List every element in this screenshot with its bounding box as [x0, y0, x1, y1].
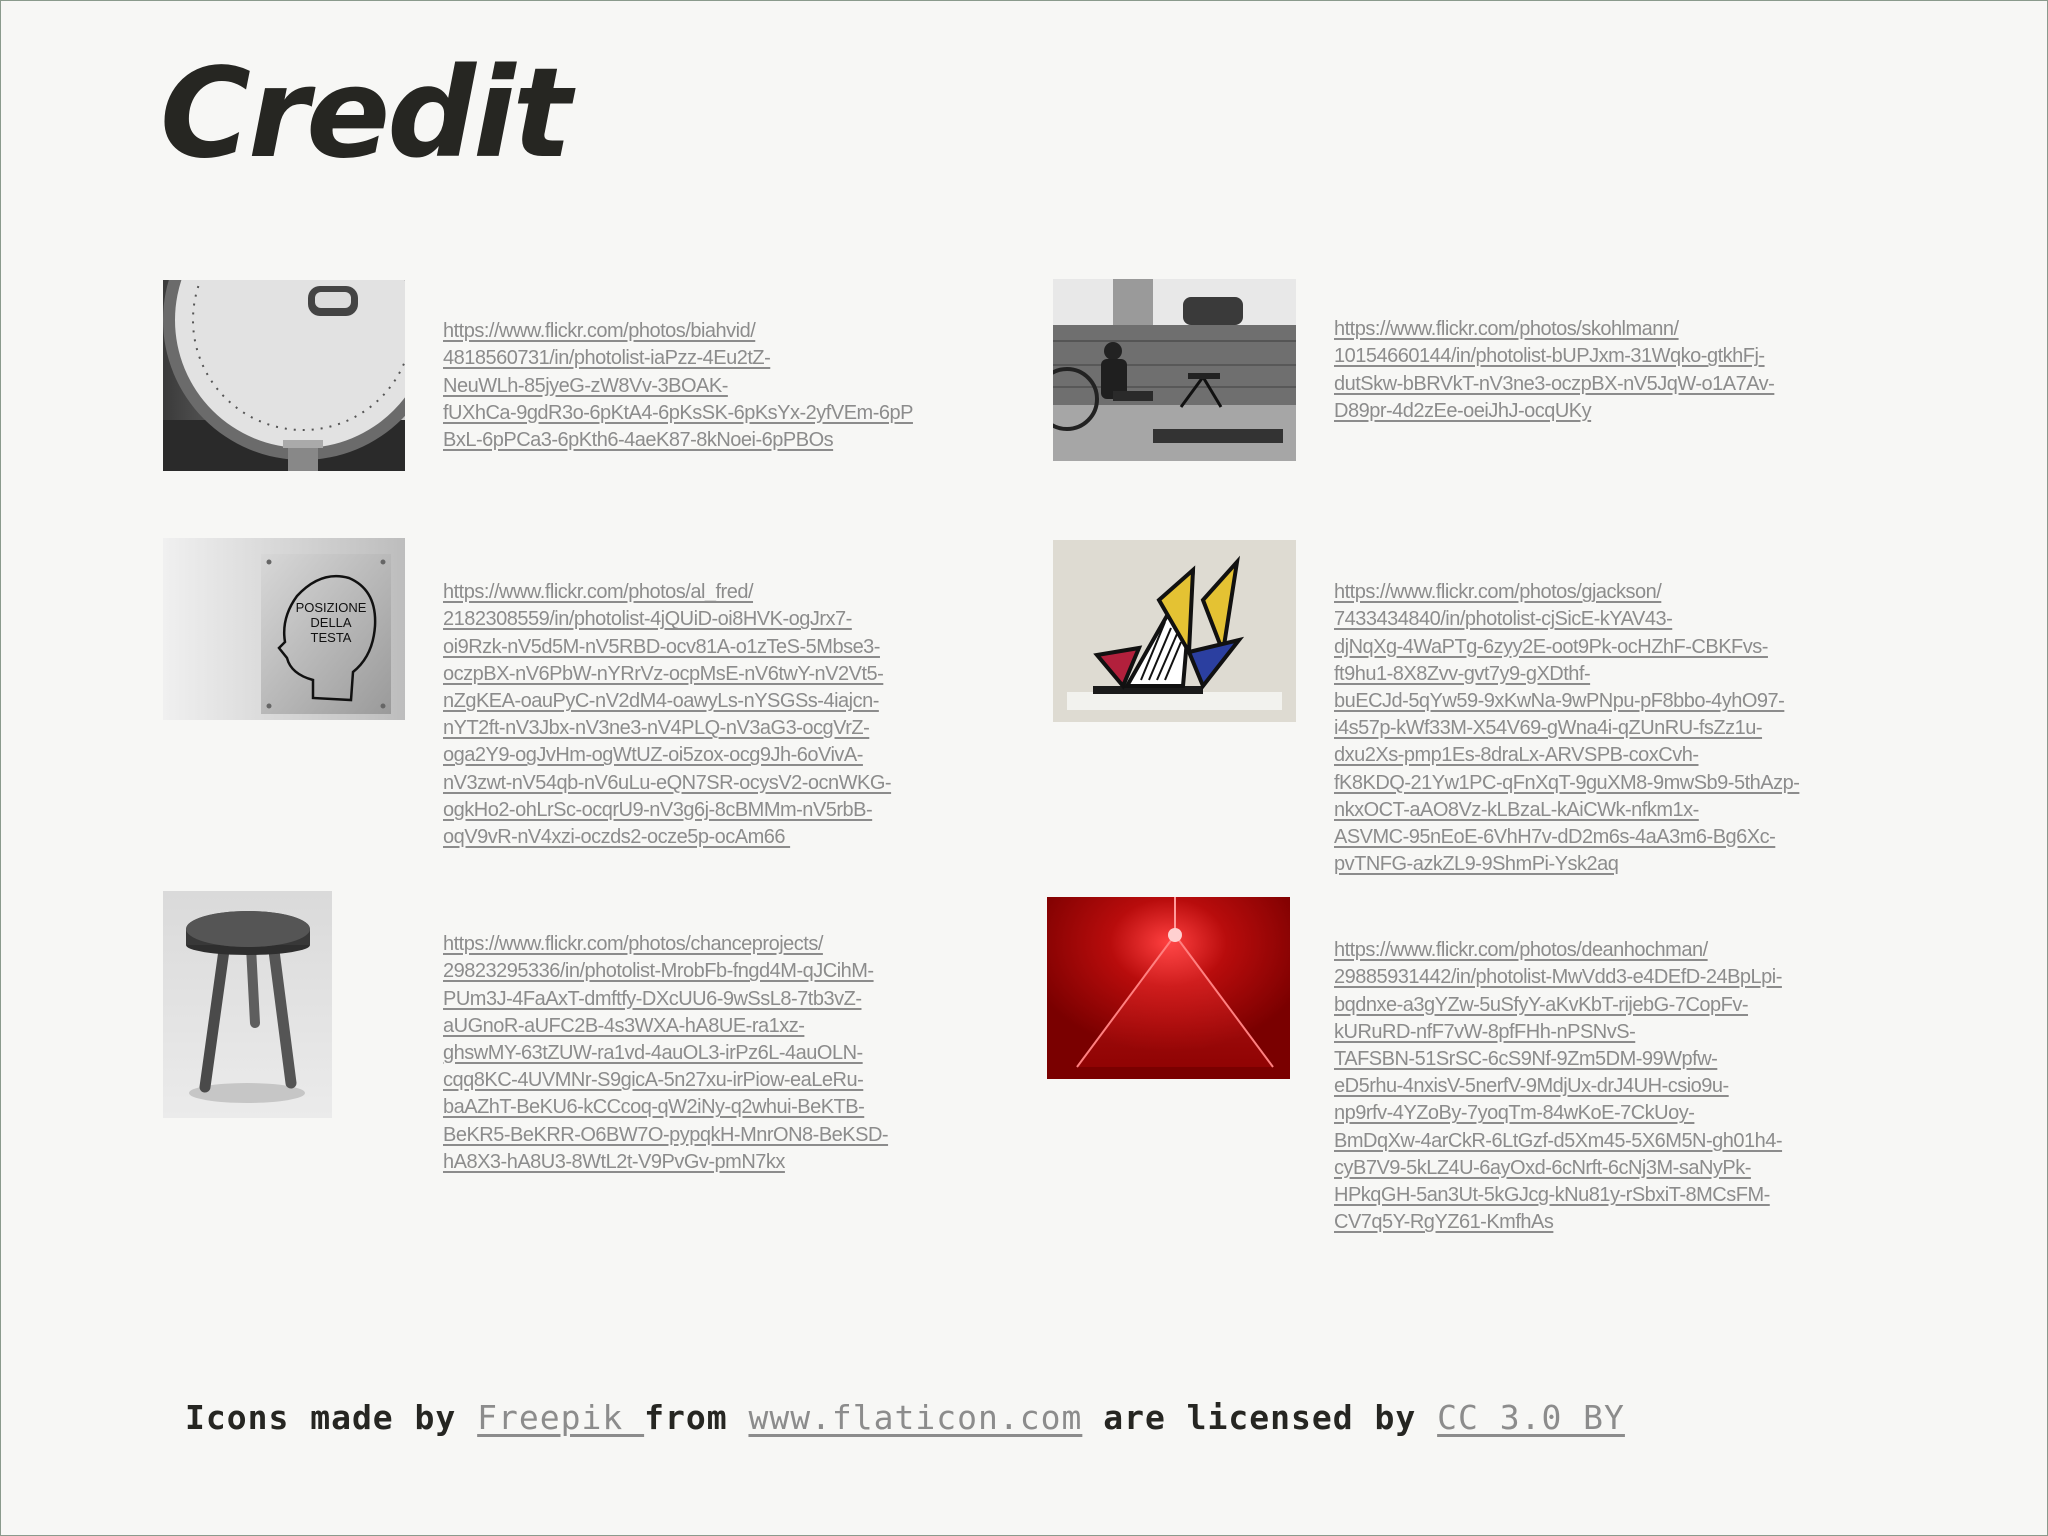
- credit-link-line: oczpBX-nV6PbW-nYRrVz-ocpMsE-nV6twY-nV2Vt5-: [443, 662, 884, 685]
- sign-text-line: TESTA: [310, 630, 352, 645]
- credit-link-line: https://www.flickr.com/photos/chanceprojects/: [443, 933, 823, 956]
- credit-link-wall[interactable]: [1334, 289, 1774, 425]
- credit-thumbnail-sculpture: [1053, 540, 1296, 722]
- credit-link-line: nYT2ft-nV3Jbx-nV3ne3-nV4PLQ-nV3aG3-ocgVrZ-: [443, 717, 870, 740]
- credit-link-line: oqV9vR-nV4xzi-oczds2-ocze5p-ocAm66: [443, 826, 791, 849]
- credit-link-line: HPkqGH-5an3Ut-5kGJcg-kNu81y-rSbxiT-8MCsFM-: [1334, 1184, 1770, 1207]
- sign-text-line: POSIZIONE: [295, 600, 367, 615]
- credit-link-sculpture[interactable]: [1334, 552, 1799, 878]
- attribution-from: from: [644, 1398, 749, 1437]
- credit-link-line: fUXhCa-9gdR3o-6pKtA4-6pKsSK-6pKsYx-2yfVEm-6pP: [443, 401, 913, 424]
- credit-link-line: https://www.flickr.com/photos/gjackson/: [1334, 581, 1662, 604]
- credit-link-line: CV7q5Y-RgYZ61-KmfhAs: [1334, 1211, 1554, 1234]
- license-link[interactable]: CC 3.0 BY: [1437, 1398, 1625, 1437]
- credit-link-line: D89pr-4d2zEe-oeiJhJ-ocqUKy: [1334, 399, 1592, 422]
- credit-link-line: hA8X3-hA8U3-8WtL2t-V9PvGv-pmN7kx: [443, 1150, 785, 1173]
- credit-link-line: PUm3J-4FaAxT-dmftfy-DXcUU6-9wSsL8-7tb3vZ-: [443, 987, 862, 1010]
- credit-link-line: nV3zwt-nV54qb-nV6uLu-eQN7SR-ocysV2-ocnWKG-: [443, 771, 892, 794]
- sign-text: [291, 600, 371, 645]
- credit-thumbnail-wall: [1053, 279, 1296, 461]
- credit-link-line: BxL-6pPCa3-6pKth6-4aeK87-8kNoei-6pPBOs: [443, 429, 834, 452]
- credit-link-line: nkxOCT-aAO8Vz-kLBzaL-kAiCWk-nfkm1x-: [1334, 798, 1699, 821]
- credit-link-line: 29885931442/in/photolist-MwVdd3-e4DEfD-24BpLpi-: [1334, 966, 1782, 989]
- credit-link-line: i4s57p-kWf33M-X54V69-gWna4i-qZUnRU-fsZz1u-: [1334, 717, 1763, 740]
- credit-link-line: aUGnoR-aUFC2B-4s3WXA-hA8UE-ra1xz-: [443, 1014, 805, 1037]
- credit-link-line: cyB7V9-5kLZ4U-6ayOxd-6cNrft-6cNj3M-saNyPk-: [1334, 1156, 1751, 1179]
- credit-link-line: baAZhT-BeKU6-kCCcoq-qW2iNy-q2whui-BeKTB-: [443, 1096, 865, 1119]
- credit-link-line: kURuRD-nfF7vW-8pfFHh-nPSNvS-: [1334, 1020, 1636, 1043]
- credit-link-line: 7433434840/in/photolist-cjSicE-kYAV43-: [1334, 608, 1673, 631]
- credit-thumbnail-laser: [1047, 897, 1290, 1079]
- icon-attribution: [185, 1398, 1625, 1437]
- credit-link-line: 29823295336/in/photolist-MrobFb-fngd4M-qJCihM-: [443, 960, 874, 983]
- sign-text-line: DELLA: [310, 615, 352, 630]
- credit-link-gauge[interactable]: [443, 291, 913, 454]
- freepik-link[interactable]: Freepik: [477, 1398, 645, 1437]
- credit-thumbnail-gauge: [163, 280, 405, 471]
- credit-link-line: bqdnxe-a3gYZw-5uSfyY-aKvKbT-rijebG-7CopFv-: [1334, 993, 1749, 1016]
- credit-link-laser[interactable]: [1334, 910, 1782, 1236]
- credit-link-line: np9rfv-4YZoBy-7yoqTm-84wKoE-7CkUoy-: [1334, 1102, 1695, 1125]
- credit-link-line: ghswMY-63tZUW-ra1vd-4auOL3-irPz6L-4auOLN-: [443, 1042, 863, 1065]
- credit-link-line: oi9Rzk-nV5d5M-nV5RBD-ocv81A-o1zTeS-5Mbse3-: [443, 635, 880, 658]
- credit-link-line: cqq8KC-4UVMNr-S9gicA-5n27xu-irPiow-eaLeRu-: [443, 1069, 864, 1092]
- credit-link-line: ogkHo2-ohLrSc-ocqrU9-nV3g6j-8cBMMm-nV5rbB-: [443, 798, 873, 821]
- credit-link-sign[interactable]: [443, 552, 891, 851]
- credit-link-line: oga2Y9-ogJvHm-ogWtUZ-oi5zox-ocg9Jh-6oVivA-: [443, 744, 863, 767]
- credit-link-line: ASVMC-95nEoE-6VhH7v-dD2m6s-4aA3m6-Bg6Xc-: [1334, 826, 1776, 849]
- credit-link-line: 4818560731/in/photolist-iaPzz-4Eu2tZ-: [443, 347, 771, 370]
- credit-link-line: BmDqXw-4arCkR-6LtGzf-d5Xm45-5X6M5N-gh01h4-: [1334, 1129, 1783, 1152]
- credit-link-line: BeKR5-BeKRR-O6BW7O-pypqkH-MnrON8-BeKSD-: [443, 1123, 889, 1146]
- credit-link-line: 10154660144/in/photolist-bUPJxm-31Wqko-gtkhFj-: [1334, 345, 1765, 368]
- credit-link-line: https://www.flickr.com/photos/al_fred/: [443, 581, 754, 604]
- credit-link-line: pvTNFG-azkZL9-9ShmPi-Ysk2aq: [1334, 853, 1619, 876]
- credit-link-line: eD5rhu-4nxisV-5nerfV-9MdjUx-drJ4UH-csio9u-: [1334, 1075, 1729, 1098]
- flaticon-link[interactable]: www.flaticon.com: [748, 1398, 1083, 1437]
- credit-link-line: TAFSBN-51SrSC-6cS9Nf-9Zm5DM-99Wpfw-: [1334, 1048, 1718, 1071]
- credit-link-line: https://www.flickr.com/photos/biahvid/: [443, 320, 756, 343]
- credit-link-stool[interactable]: [443, 904, 888, 1176]
- credit-link-line: dxu2Xs-pmp1Es-8draLx-ARVSPB-coxCvh-: [1334, 744, 1699, 767]
- credit-link-line: https://www.flickr.com/photos/skohlmann/: [1334, 318, 1679, 341]
- credit-link-line: NeuWLh-85jyeG-zW8Vv-3BOAK-: [443, 374, 728, 397]
- credit-link-line: djNqXg-4WaPTg-6zyy2E-oot9Pk-ocHZhF-CBKFvs-: [1334, 635, 1768, 658]
- credit-link-line: 2182308559/in/photolist-4jQUiD-oi8HVK-ogJrx7-: [443, 608, 852, 631]
- credit-link-line: nZgKEA-oauPyC-nV2dM4-oawyLs-nYSGSs-4iajcn-: [443, 690, 879, 713]
- credit-link-line: https://www.flickr.com/photos/deanhochman/: [1334, 939, 1708, 962]
- credit-thumbnail-stool: [163, 891, 332, 1118]
- credit-link-line: fK8KDQ-21Yw1PC-qFnXqT-9guXM8-9mwSb9-5thAzp-: [1334, 771, 1800, 794]
- credit-link-line: buECJd-5qYw59-9xKwNa-9wPNpu-pF8bbo-4yhO97-: [1334, 690, 1785, 713]
- page-title: Credit: [160, 42, 569, 186]
- attribution-licensed: are licensed by: [1082, 1398, 1438, 1437]
- credit-link-line: dutSkw-bBRVkT-nV3ne3-oczpBX-nV5JqW-o1A7Av-: [1334, 372, 1775, 395]
- attribution-prefix: Icons made by: [185, 1398, 478, 1437]
- credit-link-line: ft9hu1-8X8Zvv-gvt7y9-gXDthf-: [1334, 662, 1591, 685]
- credit-thumbnail-sign: [163, 538, 405, 720]
